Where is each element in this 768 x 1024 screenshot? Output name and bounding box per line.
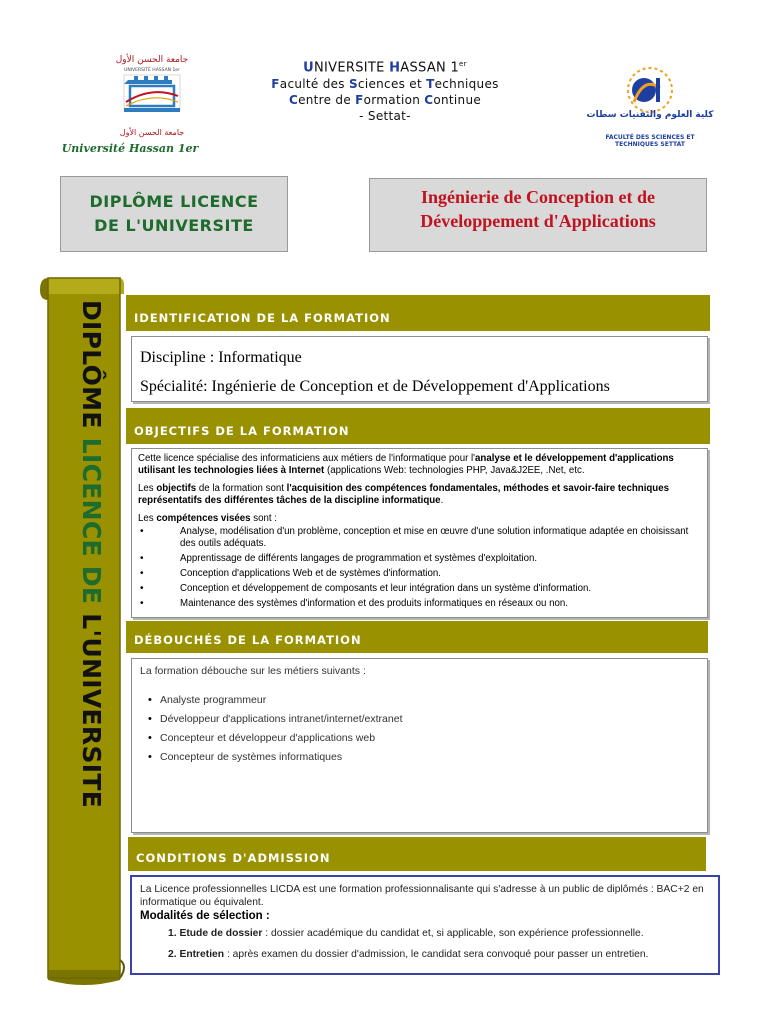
objectives-paragraph-1: Cette licence spécialise des informaticiens aux métiers de l'informatique pour l'analyse et le développement d'applications utilisant les technologies liées à Internet (applications Web: technologies PHP, Java&J2EE, .Net, etc. (138, 453, 674, 476)
arabic-university-name: جامعة الحسن الأول (119, 128, 185, 137)
program-title-box (369, 178, 707, 252)
diploma-title-box (60, 176, 288, 252)
objectives-heading: OBJECTIFS DE LA FORMATION (126, 408, 710, 444)
list-item: • Conception d'applications Web et de systèmes d'information. (138, 568, 701, 580)
faculty-arabic-name: كلية العلوم والتقنيات سطات (586, 110, 714, 120)
program-title: Ingénierie de Conception et de Développement d'Applications (420, 187, 656, 231)
faculty-logo (586, 60, 714, 160)
faculty-name: Faculté des Sciences et Techniques (271, 77, 499, 92)
debouches-heading: DÉBOUCHÉS DE LA FORMATION (126, 621, 708, 653)
identification-box (131, 336, 708, 402)
selection-step-2: 2. Entretien : après examen du dossier d'admission, le candidat sera convoqué pour passer un entretien. (168, 949, 649, 960)
city-name: - Settat- (359, 109, 411, 124)
svg-text:UNIVERSITÉ HASSAN 1er: UNIVERSITÉ HASSAN 1er (124, 68, 180, 73)
specialite-line: Spécialité: Ingénierie de Conception et de Développement d'Applications (140, 378, 610, 395)
list-item: • Concepteur et développeur d'applications web (140, 729, 699, 748)
vertical-banner-title: DIPLÔME LICENCE DE L'UNIVERSITE (77, 300, 106, 809)
list-item: • Développeur d'applications intranet/internet/extranet (140, 710, 699, 729)
objectives-paragraph-2: Les objectifs de la formation sont l'acquisition des compétences fondamentales, méthodes et savoir-faire techniques représentatifs des différentes tâches de la discipline informatique. (138, 483, 670, 506)
debouches-intro: La formation débouche sur les métiers suivants : (140, 665, 366, 677)
centre-name: Centre de Formation Continue (288, 93, 482, 108)
university-name: UNIVERSITE HASSAN 1er (303, 60, 467, 76)
list-item: • Analyse, modélisation d'un problème, conception et mise en œuvre d'une solution informatique adaptée en choisissant des outils adéquats. (138, 526, 701, 550)
list-item: • Concepteur de systèmes informatiques (140, 748, 699, 767)
list-item: • Maintenance des systèmes d'information et des produits informatiques en réseaux ou non. (138, 598, 701, 610)
admission-box (130, 875, 720, 975)
list-item: • Apprentissage de différents langages de programmation et systèmes d'exploitation. (138, 553, 701, 565)
debouches-box (131, 658, 708, 833)
faculty-logo-caption: FACULTÉ DES SCIENCES ET TECHNIQUES SETTAT (605, 134, 695, 148)
list-item: • Conception et développement de composants et leur intégration dans un système d'information. (138, 583, 701, 595)
selection-steps (140, 927, 710, 961)
objectives-box (131, 448, 708, 618)
selection-step-1: 1. Etude de dossier : dossier académique du candidat et, si applicable, son expérience professionnelle. (168, 928, 644, 939)
identification-heading: IDENTIFICATION DE LA FORMATION (126, 295, 710, 331)
svg-text:جامعة الحسن الأول: جامعة الحسن الأول (115, 55, 189, 65)
institution-header (220, 56, 550, 124)
list-item: • Analyste programmeur (140, 691, 699, 710)
debouches-list (140, 691, 699, 767)
diploma-title: DIPLÔME LICENCE DE L'UNIVERSITE (89, 192, 259, 235)
admission-intro: La Licence professionnelles LICDA est une formation professionnalisante qui s'adresse à un public de diplômés : BAC+2 en informatique ou équivalent. (140, 884, 704, 908)
competences-list (138, 526, 701, 610)
university-logo-caption: Université Hassan 1er (61, 142, 199, 155)
discipline-line: Discipline : Informatique (140, 349, 302, 366)
objectives-paragraph-3: Les compétences visées sont : (138, 513, 277, 524)
selection-modalities-label: Modalités de sélection : (140, 910, 270, 922)
admission-heading: CONDITIONS D'ADMISSION (128, 837, 706, 871)
